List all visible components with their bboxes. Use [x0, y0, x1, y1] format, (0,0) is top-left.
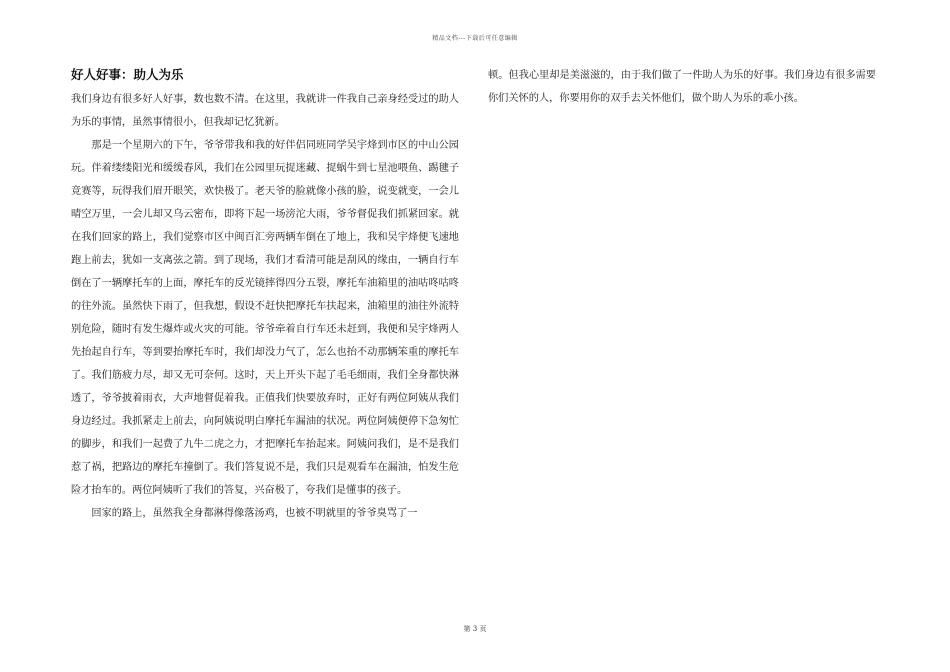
paragraph-conclusion: 顿。但我心里却是美滋滋的，由于我们做了一件助人为乐的好事。我们身边有很多需要你们关怀的人，你要用你的双手去关怀他们，做个助人为乐的乖小孩。	[488, 70, 876, 104]
page-header: 精品文档---下载后可任意编辑	[432, 35, 518, 42]
left-column	[71, 66, 459, 525]
document-title: 好人好事：助人为乐	[71, 67, 184, 82]
paragraph-story: 那是一个星期六的下午，爷爷带我和我的好伴侣同班同学吴宇烽到市区的中山公园玩。伴着缕缕阳光和缓缓春风，我们在公园里玩捉迷藏、捉蜗牛到七星池喂鱼、踢毽子竞赛等，玩得我们眉开眼笑，欢快极了。老天爷的脸就像小孩的脸，说变就变，一会儿晴空万里，一会儿却又乌云密布，即将下起一场滂沱大雨，爷爷督促我们抓紧回家。就在我们回家的路上，我们觉察市区中闽百汇旁两辆车倒在了地上，我和吴宇烽便飞速地跑上前去，犹如一支离弦之箭。到了现场，我们才看清可能是刮风的缘由，一辆自行车倒在了一辆摩托车的上面，摩托车的反光镜摔得四分五裂，摩托车油箱里的油咕咚咕咚的往外流。虽然快下雨了，但我想，假设不赶快把摩托车扶起来，油箱里的油往外流特别危险，随时有发生爆炸或火灾的可能。爷爷牵着自行车还未赶到，我便和吴宇烽两人先抬起自行车，等到要抬摩托车时，我们却没力气了，怎么也抬不动那辆笨重的摩托车了。我们筋疲力尽，却又无可奈何。这时，天上开头下起了毛毛细雨，我们全身都快淋透了，爷爷披着雨衣，大声地督促着我。正值我们快要放弃时，正好有两位阿姨从我们身边经过。我抓紧走上前去，向阿姨说明白摩托车漏油的状况。两位阿姨便停下急匆忙的脚步，和我们一起费了九牛二虎之力，才把摩托车抬起来。阿姨问我们，是不是我们惹了祸，把路边的摩托车撞倒了。我们答复说不是，我们只是观看车在漏油，怕发生危险才抬车的。两位阿姨听了我们的答复，兴奋极了，夸我们是懂事的孩子。	[71, 140, 459, 496]
paragraph-intro: 我们身边有很多好人好事，数也数不清。在这里，我就讲一件我自己亲身经受过的助人为乐的事情，虽然事情很小，但我却记忆犹新。	[71, 94, 459, 128]
right-column	[488, 64, 876, 110]
paragraph-return-home: 回家的路上，虽然我全身都淋得像落汤鸡，也被不明就里的爷爷臭骂了一	[91, 508, 418, 519]
page-number: 第 3 页	[463, 625, 487, 633]
